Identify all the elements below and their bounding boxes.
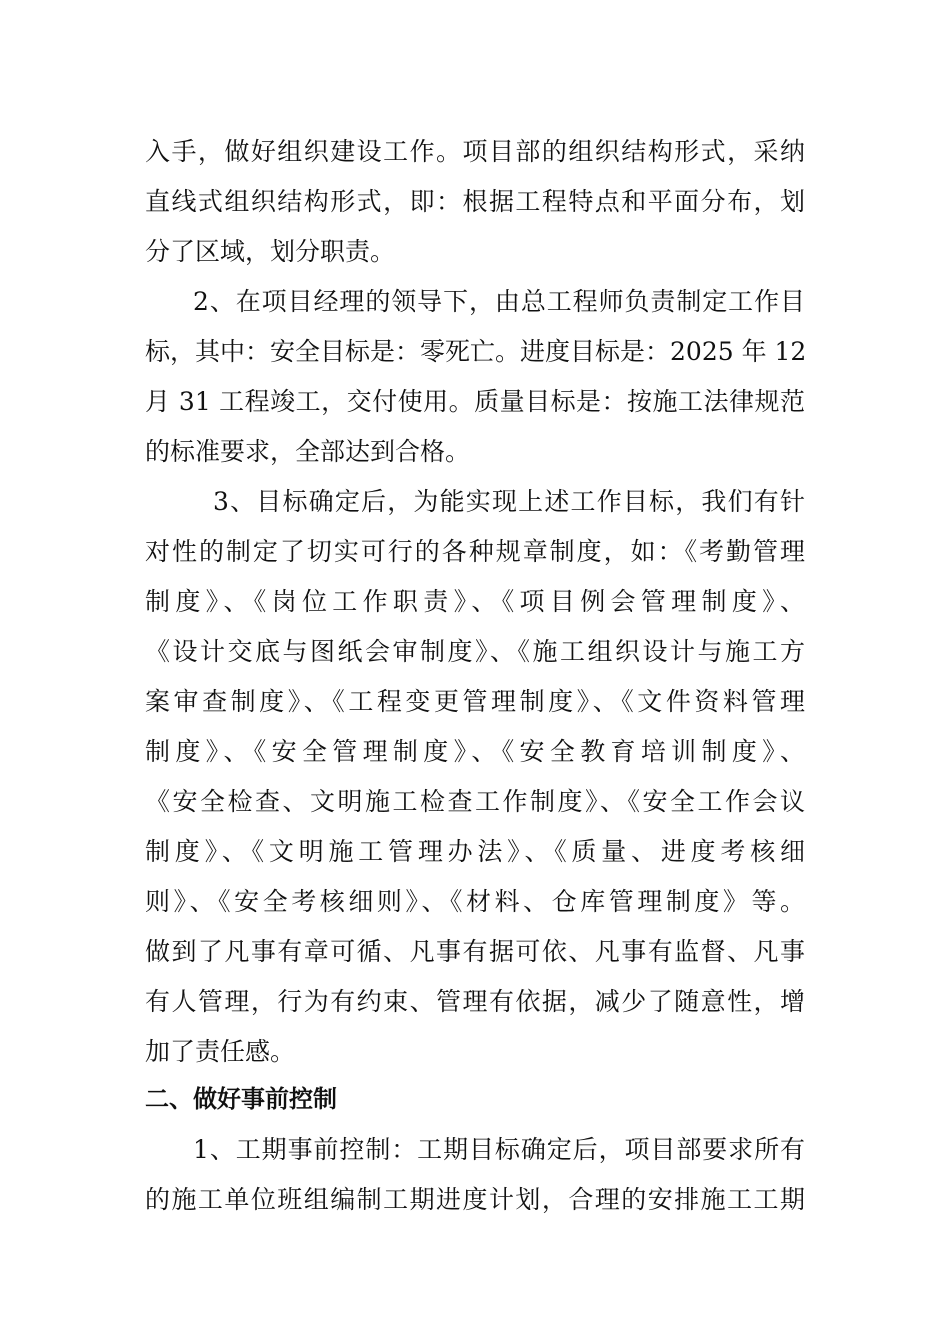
text-line: 制度》、《岗位工作职责》、《项目例会管理制度》、: [145, 587, 805, 616]
text-line: 的标准要求，全部达到合格。: [145, 437, 471, 466]
section-heading: 二、做好事前控制: [145, 1085, 337, 1113]
text-line: 案审查制度》、《工程变更管理制度》、《文件资料管理: [145, 687, 805, 716]
text-line: 则》、《安全考核细则》、《材料、仓库管理制度》等。: [145, 887, 805, 916]
text-line: 月 31 工程竣工，交付使用。质量目标是：按施工法律规范: [145, 387, 805, 416]
text-line: 标，其中：安全目标是：零死亡。进度目标是：2025 年 12: [145, 337, 807, 366]
text-line: 分了区域，划分职责。: [145, 237, 396, 266]
text-line: 《设计交底与图纸会审制度》、《施工组织设计与施工方: [145, 637, 805, 666]
text-line: 入手，做好组织建设工作。项目部的组织结构形式，采纳: [145, 137, 805, 166]
text-line: 制度》、《文明施工管理办法》、《质量、进度考核细: [145, 837, 805, 866]
text-line: 直线式组织结构形式，即：根据工程特点和平面分布，划: [145, 187, 805, 216]
text-line: 加了责任感。: [145, 1037, 296, 1066]
text-line: 《安全检查、文明施工检查工作制度》、《安全工作会议: [145, 787, 805, 816]
text-line: 对性的制定了切实可行的各种规章制度，如：《考勤管理: [145, 537, 805, 566]
text-line: 3、目标确定后，为能实现上述工作目标，我们有针: [213, 487, 805, 516]
text-line: 2、在项目经理的领导下，由总工程师负责制定工作目: [193, 287, 805, 316]
text-line: 制度》、《安全管理制度》、《安全教育培训制度》、: [145, 737, 805, 766]
text-line: 的施工单位班组编制工期进度计划，合理的安排施工工期: [145, 1185, 805, 1214]
text-line: 1、工期事前控制：工期目标确定后，项目部要求所有: [193, 1135, 805, 1164]
text-line: 做到了凡事有章可循、凡事有据可依、凡事有监督、凡事: [145, 937, 805, 966]
text-line: 有人管理，行为有约束、管理有依据，减少了随意性，增: [145, 987, 805, 1016]
